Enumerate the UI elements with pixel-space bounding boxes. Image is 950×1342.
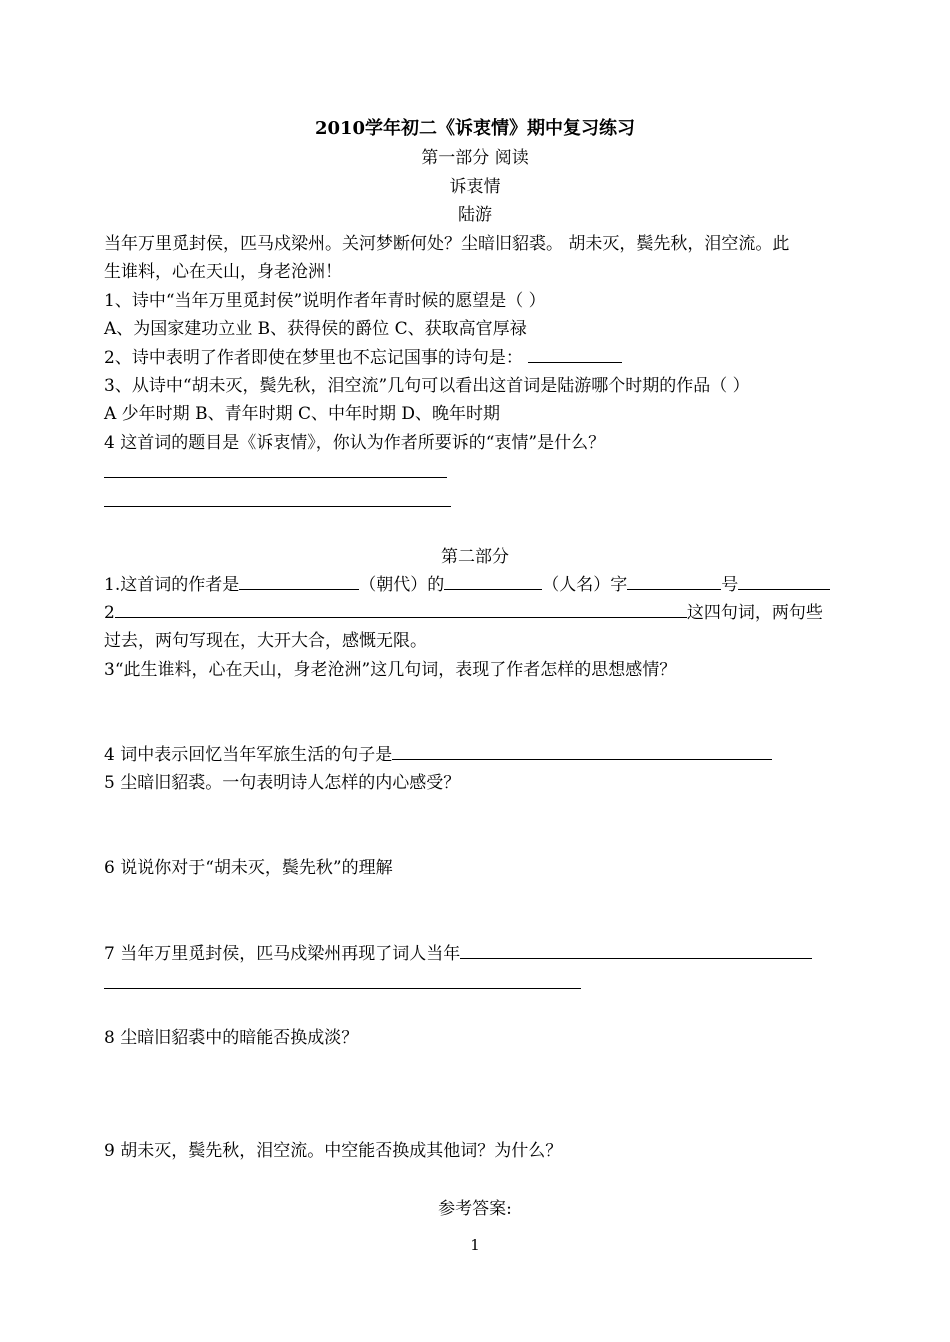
part2-question-1 [104,573,850,597]
answer-blank[interactable] [738,573,830,590]
poem-title: 诉衷情 [449,177,501,197]
part2-question-2-tail: 这四句词，两句些 [686,603,823,623]
part2-question-7 [104,942,850,966]
answer-blank[interactable] [528,346,622,363]
answer-blank[interactable] [392,743,772,760]
part2-heading: 第二部分 [441,547,509,567]
part2-question-1-text-d: 号 [721,575,739,595]
answer-line[interactable] [104,506,451,507]
answer-blank[interactable] [627,573,721,590]
answer-line[interactable] [104,988,581,989]
poem-line-1: 当年万里觅封侯，匹马戍梁州。关河梦断何处？尘暗旧貂裘。 胡未灭，鬓先秋，泪空流。此 [104,234,790,254]
part2-question-3: 3“此生谁料，心在天山，身老沧洲”这几句词，表现了作者怎样的思想感情？ [104,660,677,680]
part1-question-4: 4 这首词的题目是《诉衷情》，你认为作者所要诉的“衷情”是什么？ [104,433,606,453]
part1-question-1: 1、诗中“当年万里觅封侯”说明作者年青时候的愿望是（ ） [104,291,546,311]
part2-question-1-text-c: （人名）字 [542,575,628,595]
poem-line-2: 生谁料，心在天山，身老沧洲！ [104,262,342,282]
part2-question-2-number: 2 [104,603,115,623]
part2-question-4 [104,743,850,767]
part2-question-9: 9 胡未灭，鬓先秋，泪空流。中空能否换成其他词？为什么？ [104,1141,563,1161]
part1-question-3-options: A 少年时期 B、青年时期 C、中年时期 D、晚年时期 [104,404,501,424]
part2-question-2 [104,601,850,625]
part1-question-3: 3、从诗中“胡未灭，鬓先秋，泪空流”几句可以看出这首词是陆游哪个时期的作品（ ） [104,376,750,396]
answer-line[interactable] [104,477,447,478]
page-number: 1 [470,1236,480,1254]
part1-question-2 [104,346,850,370]
part2-question-1-text-a: 1.这首词的作者是 [104,575,240,595]
part2-question-6: 6 说说你对于“胡未灭，鬓先秋”的理解 [104,858,393,878]
part2-question-2-line-2: 过去，两句写现在，大开大合，感慨无限。 [104,631,427,651]
answer-blank[interactable] [115,601,687,618]
answers-heading: 参考答案: [438,1199,512,1219]
part1-question-1-options: A、为国家建功立业 B、获得侯的爵位 C、获取高官厚禄 [104,319,527,339]
answer-blank[interactable] [444,573,542,590]
part2-question-4-text: 4 词中表示回忆当年军旅生活的句子是 [104,745,393,765]
part2-question-5: 5 尘暗旧貂裘。一句表明诗人怎样的内心感受？ [104,773,461,793]
part1-heading: 第一部分 阅读 [421,148,529,168]
part2-question-1-text-b: （朝代）的 [359,575,445,595]
answer-blank[interactable] [239,573,359,590]
document-title: 2010学年初二《诉衷情》期中复习练习 [314,118,636,139]
part2-question-8: 8 尘暗旧貂裘中的暗能否换成淡？ [104,1028,359,1048]
answer-blank[interactable] [460,942,812,959]
poem-author: 陆游 [458,205,492,225]
part2-question-7-text: 7 当年万里觅封侯，匹马戍梁州再现了词人当年 [104,944,461,964]
part1-question-2-text: 2、诗中表明了作者即使在梦里也不忘记国事的诗句是： [104,348,523,368]
